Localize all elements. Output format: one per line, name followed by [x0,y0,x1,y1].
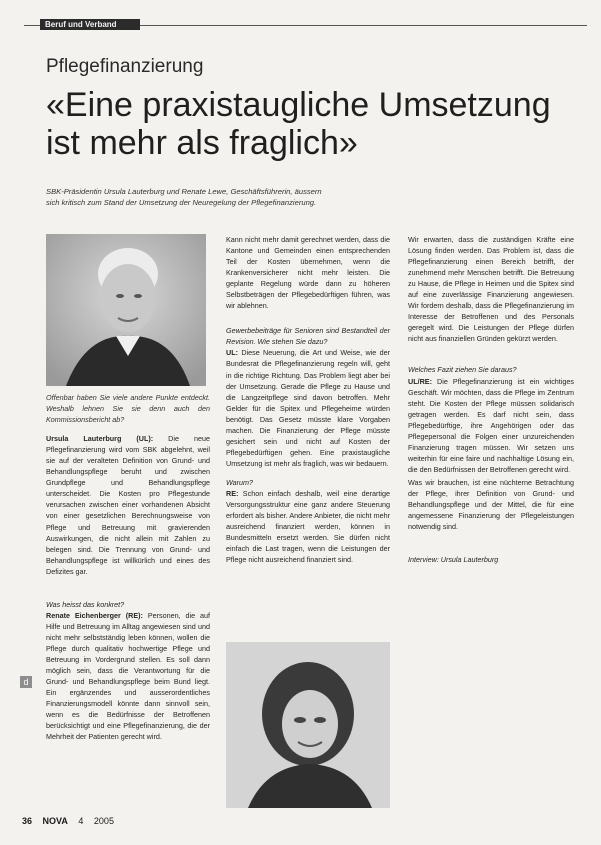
top-rule-right [140,25,587,26]
answer-eichenberger [46,610,210,743]
column-2 [226,234,390,565]
side-marker: d [20,676,32,688]
headline [46,86,586,162]
question: Gewerbebeiträge für Senioren sind Bestandteil der Revision. Wie stehen Sie dazu? [226,326,390,347]
intro-line-2: sich kritisch zum Stand der Umsetzung der Neuregelung der Pflegefinanzierung. [46,198,317,207]
speaker-label: RE: [226,488,239,498]
page-number: 36 [22,816,33,826]
answer-text: Die Pflegefinanzierung ist ein wichtiges Geschäft. Wir möchten, dass die Pflege im Zentrum steht. Die Kosten der Pflege müssen solidarisch getragen werden. Es darf nicht sein, dass Pflegebedürftige, ihre Angehörigen oder das Pflegepersonal die Folgen einer unzureichenden Finanzierung tragen müssen. Wir setzen uns weiterhin für eine faire und nachhaltige Lösung ein, die den Bedürfnissen der Betroffenen gerecht wird. [408,376,574,474]
headline-line-1: «Eine praxistaugliche Umsetzung [46,86,551,124]
question: Welches Fazit ziehen Sie daraus? [408,365,517,375]
column-1 [46,392,210,742]
question: Was heisst das konkret? [46,599,125,609]
answer-text: Schon einfach deshalb, weil eine derartige Versorgungsstruktur eine ganz andere Steuerung erfordert als bisher. Andere Anbieter, die nicht mehr ausreichend finanziert werden, können in Bundesmitteln ersetzt werden. Sie dürfen nicht einfach die Last tragen, wenn die Leistungen der Pflege nicht ausreichend finanziert sind. [226,488,390,565]
answer-text: Personen, die auf Hilfe und Betreuung im Alltag angewiesen sind und nicht mehr selbstständig leben können, wollen die Pflege durch qualitativ hochwertige Pflege und Betreuung im Vordergrund stellen. Es soll dann möglich sein, dass die Verantwortung für die Grund- und Behandlungspflege beim Bund liegt. Ein ergänzendes und ausserordentliches Finanzierungsmodell könnte dann sinnvoll sein, wenn es die Bedürfnisse der Betroffenen berücksichtigt und eine Pflegefinanzierung, die der Mehrheit der Patienten gerecht wird. [46,610,211,742]
portrait-illustration [226,642,390,808]
question: Warum? [226,477,254,487]
portrait-photo-eichenberger [226,642,390,808]
kicker: Pflegefinanzierung [46,56,204,77]
footer [22,816,122,826]
speaker-label: Ursula Lauterburg (UL): [46,434,154,444]
intro-line-1: SBK-Präsidentin Ursula Lauterburg und Renate Lewe, Geschäftsführerin, äussern [46,187,322,196]
magazine-name: NOVA [42,816,68,826]
speaker-label: Renate Eichenberger (RE): [46,610,143,620]
photo-caption: Offenbar haben Sie viele andere Punkte entdeckt. Weshalb lehnen Sie sie denn auch den Kommissionsbericht ab? [46,393,210,425]
headline-line-2: ist mehr als fraglich» [46,124,358,162]
paragraph: Kann nicht mehr damit gerechnet werden, dass die Kantone und Gemeinden einen entsprechenden Teil der Kosten übernehmen, wenn die Krankenversicherer nicht mehr leisten. Die geplante Regelung würde dann zu höheren Selbstbeträgen der Pflegebedürftigen führen, was wir ablehnen. [226,235,390,311]
answer-text: Diese Neuerung, die Art und Weise, wie der Bundesrat die Pflegefinanzierung regeln will, geht in die richtige Richtung. Das Problem liegt aber bei der Umsetzung. Gerade die Pflege zu Hause und die Langzeitpflege sind davon betroffen. Mehr Gelder für die Spitex und Pflegeheime würden benötigt. Das Gesetz müsste klare Vorgaben machen. Die Finanzierung der Pflege müsste gesichert sein und nicht auf Kosten der Pflegebedürftigen gehen. Eine praxistaugliche Umsetzung ist mehr als fraglich, was wir bedauern. [226,348,390,468]
interview-credit: Interview: Ursula Lauterburg [408,555,499,565]
portrait-photo-lauterburg [46,234,206,386]
intro [46,186,566,208]
top-rule-left [24,25,40,26]
speaker-label: UL: [226,348,238,358]
answer [226,347,390,469]
portrait-illustration [46,234,206,386]
speaker-label: UL/RE: [408,376,432,386]
answer [226,488,390,565]
issue-number: 4 [78,816,84,826]
answer-lauterburg [46,433,210,577]
paragraph: Wir erwarten, dass die zuständigen Kräfte eine Lösung finden werden. Das Problem ist, dass die Pflegefinanzierung einen Bereich betrifft, der zunehmend mehr Menschen betrifft. Die Betreuung zu Hause, die Pflege in Heimen und die Spitex sind auf eine zuverlässige Finanzierung angewiesen. Wir fordern deshalb, dass die Pflegefinanzierung im Interesse der Betroffenen und des Personals geregelt wird. Die Leistungen der Pflege dürfen nicht aus finanziellen Gründen gekürzt werden. [408,235,574,344]
column-3 [408,234,574,565]
answer [408,376,574,475]
paragraph: Was wir brauchen, ist eine nüchterne Betrachtung der Pflege, ihrer Definition von Grund- und Behandlungspflege und der Mittel, die für eine angemessene Finanzierung der Pflegeleistungen notwendig sind. [408,477,574,532]
answer-text: Die neue Pflegefinanzierung wird vom SBK abgelehnt, weil sie auf der veralteten Definition von Grund- und Behandlungspflege beruht und zwischen Grundpflege und Behandlungspflege unterscheidet. Die Kosten pro Pflegestunde verursachen zwischen einer vorhandenen Absicht von einer gesetzlichen Berechnungsweise von Pflege und Betreuung mit gravierenden Auswirkungen, die nicht allein mit Zahlen zu belegen sind. Die Trennung von Grund- und Behandlungspflege ist willkürlich und eines des Defizites gar. [46,434,210,576]
section-tag: Beruf und Verband [40,19,140,30]
issue-year: 2005 [93,816,114,826]
